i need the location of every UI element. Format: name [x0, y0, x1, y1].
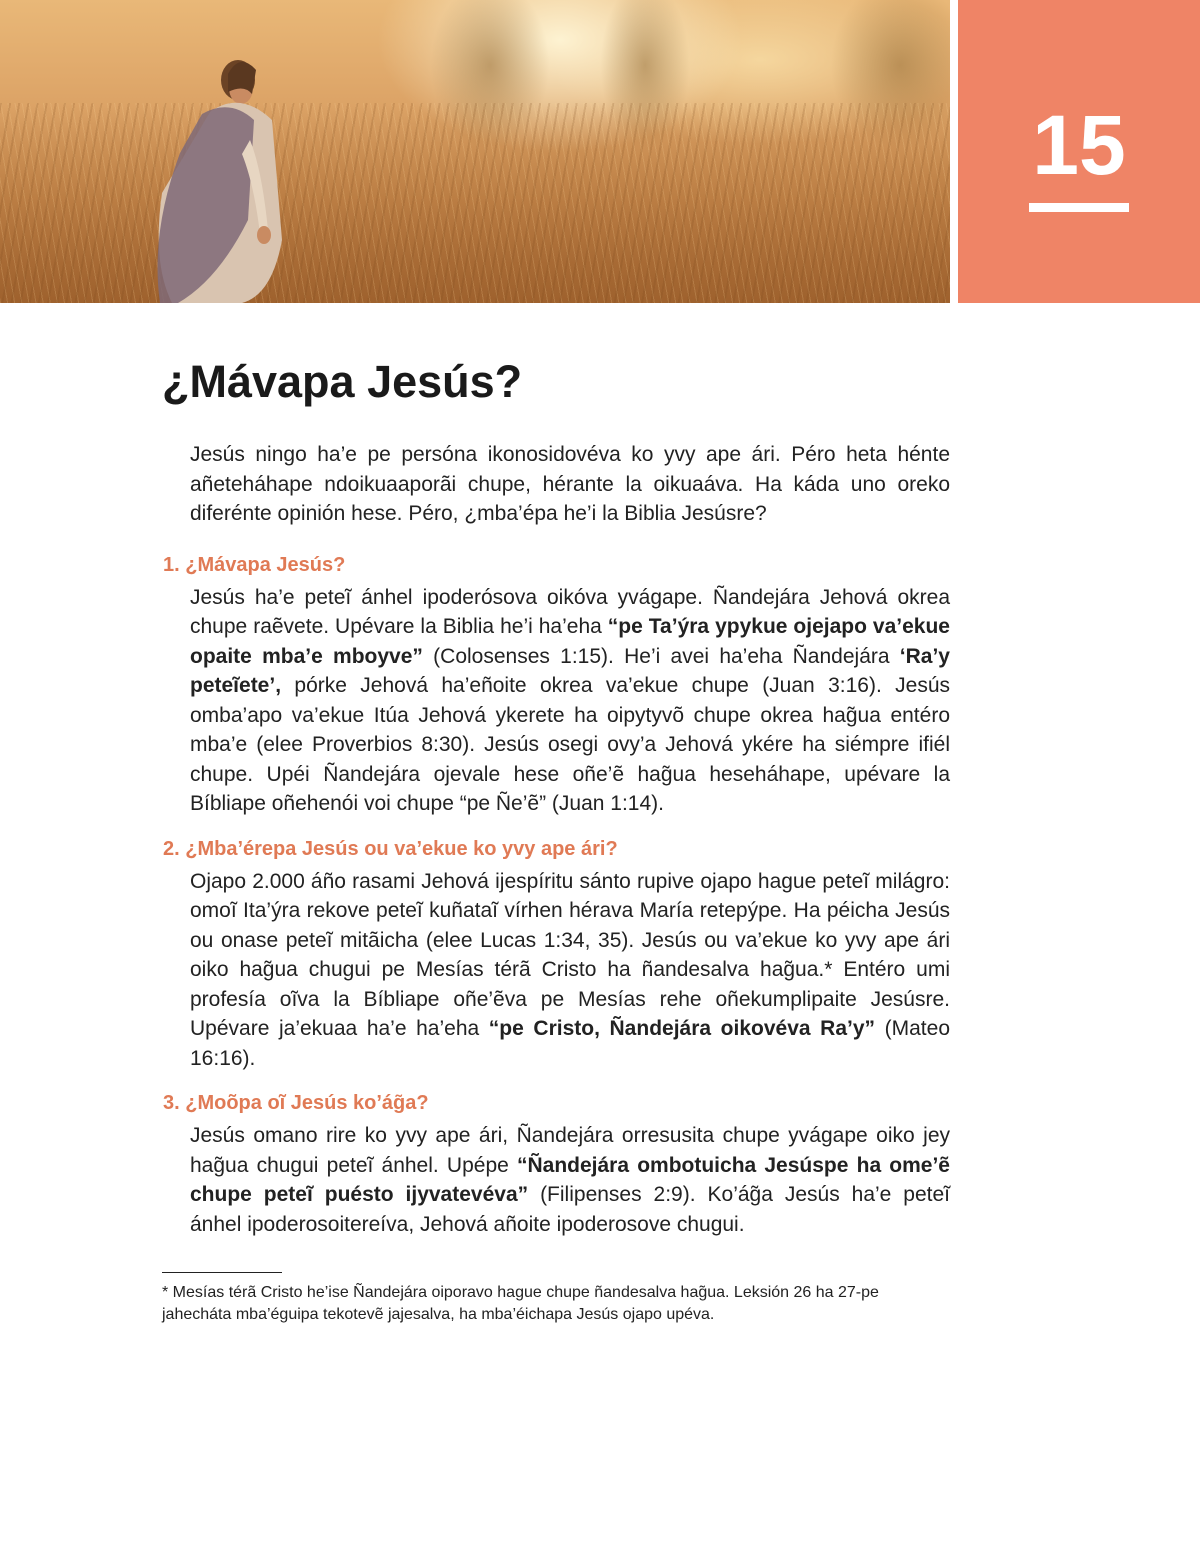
answer-text: Ojapo 2.000 áño rasami Jehová ijespíritu sánto rupive ojapo hague peteĩ milágro: omoĩ Ita’ýra rekove peteĩ kuñataĩ vírhen hérava María retepýpe. Ha péicha Jesús ou onase peteĩ mitãicha (elee Lucas 1:34, 35). Jesús ou va’ekue ko yvy ape ári oiko hag̃ua chugui pe Mesías térã Cristo ha ñandesalva hag̃ua.* Entéro umi profesía oĩva la Bíbliape oñe’ẽva pe Mesías rehe oñekumplipaite Jesúsre. Upévare ja’ekuaa ha’e ha’eha: [190, 869, 950, 1040]
answer-text: Jesús omano rire ko yvy ape ári, Ñandejára orresusita chupe yvágape oiko jey hag̃ua chugui peteĩ ánhel. Upépe: [190, 1124, 950, 1177]
intro-paragraph: Jesús ningo ha’e pe persóna ikonosidovéva ko yvy ape ári. Péro heta hénte añeteháhape ndoikuaaporãi chupe, hérante la oikuaáva. Ha káda uno oreko diferénte opinión hese. Péro, ¿mba’épa he’i la Biblia Jesúsre?: [190, 443, 950, 525]
footnote-divider: [162, 1272, 282, 1273]
scripture-quote: “Ñandejára ombotuicha Jesúspe ha ome’ẽ chupe peteĩ puésto ijyvatevéva”: [190, 1153, 950, 1206]
answer-paragraph: [190, 1121, 950, 1239]
answer-text: Jesús ha’e peteĩ ánhel ipoderósova oikóva yvágape. Ñandejára Jehová okrea chupe raẽvete. Upévare la Biblia he’i ha’eha: [190, 585, 950, 638]
page-title: ¿Mávapa Jesús?: [162, 356, 523, 407]
hero-photo: [0, 0, 950, 303]
footnote: * Mesías térã Cristo he’ise Ñandejára oiporavo hague chupe ñandesalva hag̃ua. Leksión 26 ha 27-pe jahecháta mba’éguipa tekotevẽ jajesalva, ha mba’éichapa Jesús ojapo upéva.: [162, 1284, 879, 1323]
scripture-quote: “pe Cristo, Ñandejára oikovéva Ra’y”: [488, 1017, 876, 1040]
lesson-number-badge: [958, 0, 1200, 303]
scripture-quote: “pe Ta’ýra ypykue ojejapo va’ekue opaite mba’e mboyve”: [190, 615, 950, 668]
answer-text: (Mateo 16:16).: [190, 1017, 950, 1070]
lesson-number-underline: [1029, 203, 1129, 212]
walking-man-illustration: [140, 30, 290, 303]
answer-paragraph: [190, 583, 950, 819]
answer-text: (Colosenses 1:15). He’i avei ha’eha Ñandejára: [422, 644, 900, 668]
question-heading: 3. ¿Moõpa oĩ Jesús ko’ág̃a?: [163, 1092, 429, 1114]
lesson-number: 15: [1032, 98, 1126, 192]
answer-text: (Filipenses 2:9). Ko’ág̃a Jesús ha’e peteĩ ánhel ipoderosoitereíva, Jehová añoite ipoderosove chugui.: [190, 1183, 950, 1236]
answer-paragraph: [190, 867, 950, 1074]
scripture-quote: ‘Ra’y peteĩete’,: [190, 644, 950, 697]
question-heading: 1. ¿Mávapa Jesús?: [163, 553, 346, 576]
answer-text: pórke Jehová ha’eñoite okrea va’ekue chupe (Juan 3:16). Jesús omba’apo va’ekue Itúa Jehová ykerete ha oipytyvõ chupe okrea hag̃ua entéro mba’e (elee Proverbios 8:30). Jesús osegi ovy’a Jehová ykére ha siémpre ifiél chupe. Upéi Ñandejára ojevale hese oñe’ẽ hag̃ua heseháhape, upévare la Bíbliape oñehenói voi chupe “pe Ñe’ẽ” (Juan 1:14).: [190, 674, 950, 815]
lesson-content: [163, 440, 950, 1255]
question-heading: 2. ¿Mba’érepa Jesús ou va’ekue ko yvy ape ári?: [163, 837, 618, 860]
